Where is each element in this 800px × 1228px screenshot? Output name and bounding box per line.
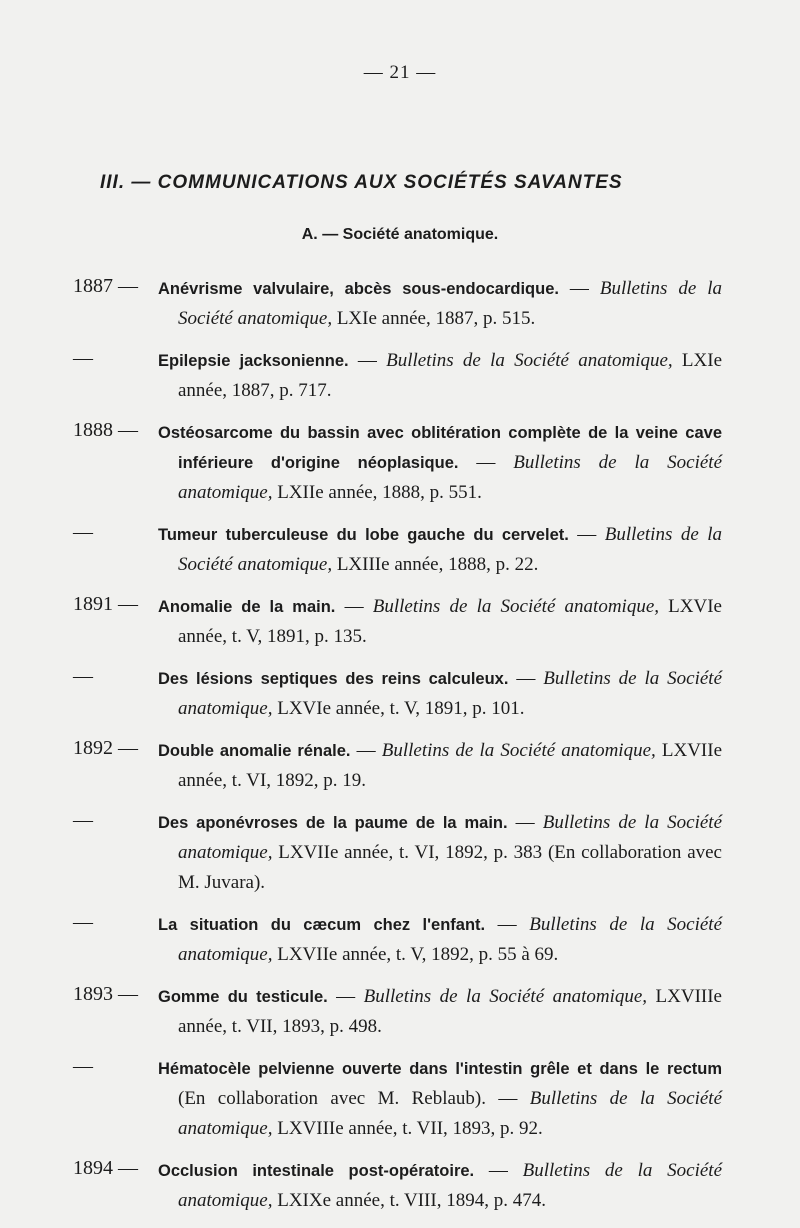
list-item <box>0 1156 800 1216</box>
entry-separator: — <box>458 452 514 473</box>
list-item <box>0 910 800 970</box>
entry-separator: — <box>507 812 543 833</box>
entry-reference: Bulletins de la Société anatomique, <box>386 350 673 371</box>
entry-title: Occlusion intestinale post-opératoire. <box>158 1162 475 1180</box>
entry-date: 1887 — <box>73 275 138 297</box>
entry-details: LXIIe année, 1888, p. 551. <box>272 482 482 503</box>
entry-details: LXIIIe année, 1888, p. 22. <box>332 554 539 575</box>
list-item <box>0 346 800 406</box>
entry-reference: Bulletins de la Société anatomique, <box>363 986 648 1007</box>
entry-details: LXVIe année, t. V, 1891, p. 101. <box>272 698 525 719</box>
entry-reference: Bulletins de la Société anatomique, <box>178 524 723 575</box>
entry-reference: Bulletins de la Société anatomique, <box>178 812 722 863</box>
entry-date: 1894 — <box>73 1157 138 1179</box>
entry-details: LXIe année, 1887, p. 717. <box>178 350 722 401</box>
list-item <box>0 520 800 580</box>
entry-date: — <box>73 665 93 687</box>
entry-details: LXVIe année, t. V, 1891, p. 135. <box>178 596 722 647</box>
list-item <box>0 808 800 898</box>
list-item <box>0 274 800 334</box>
entry-title: Des aponévroses de la paume de la main. <box>158 814 508 832</box>
entry-title: Anévrisme valvulaire, abcès sous-endocardique. <box>158 280 559 298</box>
entry-reference: Bulletins de la Société anatomique, <box>372 596 660 617</box>
entry-separator: — <box>558 278 600 299</box>
entry-date: 1893 — <box>73 983 138 1005</box>
list-item <box>0 736 800 796</box>
entry-details: LXIXe année, t. VIII, 1894, p. 474. <box>272 1190 546 1211</box>
entry-reference: Bulletins de la Société anatomique, <box>178 668 723 719</box>
entry-separator: — <box>327 986 364 1007</box>
entry-separator: — <box>568 524 605 545</box>
entry-date: — <box>73 911 93 933</box>
entry-reference: Bulletins de la Société anatomique, <box>381 740 656 761</box>
entry-date: 1888 — <box>73 419 138 441</box>
list-item <box>0 418 800 508</box>
entry-title: Ostéosarcome du bassin avec oblitération complète de la veine cave inférieure d'origine néoplasique. <box>158 424 722 472</box>
entry-details: LXVIIe année, t. VI, 1892, p. 383 (En collaboration avec M. Juvara). <box>178 842 722 893</box>
entry-reference: Bulletins de la Société anatomique, <box>178 1088 723 1139</box>
entry-details: LXIe année, 1887, p. 515. <box>332 308 536 329</box>
entry-title: Double anomalie rénale. <box>158 742 351 760</box>
entry-separator: — <box>335 596 373 617</box>
entry-title: La situation du cæcum chez l'enfant. <box>158 916 486 934</box>
list-item <box>0 592 800 652</box>
entry-separator: — <box>474 1160 523 1181</box>
entry-separator: (En collaboration avec M. Reblaub). — <box>178 1088 530 1109</box>
entry-title: Anomalie de la main. <box>158 598 336 616</box>
page-number: — 21 — <box>363 62 437 83</box>
entry-date: 1892 — <box>73 737 138 759</box>
entry-details: LXVIIIe année, t. VII, 1893, p. 92. <box>272 1118 543 1139</box>
entry-title: Hématocèle pelvienne ouverte dans l'intestin grêle et dans le rectum <box>158 1060 722 1078</box>
list-item <box>0 982 800 1042</box>
entry-details: LXVIIe année, t. V, 1892, p. 55 à 69. <box>272 944 559 965</box>
entry-date: — <box>73 809 93 831</box>
entry-title: Tumeur tuberculeuse du lobe gauche du cervelet. <box>158 526 569 544</box>
list-item <box>0 664 800 724</box>
entry-date: — <box>73 1055 93 1077</box>
entry-separator: — <box>485 914 530 935</box>
subsection-title: A. — Société anatomique. <box>301 226 499 243</box>
entry-title: Epilepsie jacksonienne. <box>158 352 349 370</box>
entry-reference: Bulletins de la Société anatomique, <box>178 452 722 503</box>
list-item <box>0 1054 800 1144</box>
entry-date: — <box>73 347 93 369</box>
entry-reference: Bulletins de la Société anatomique, <box>178 914 722 965</box>
entry-details: LXVIIe année, t. VI, 1892, p. 19. <box>178 740 723 791</box>
entry-list <box>0 274 800 1228</box>
entry-reference: Bulletins de la Société anatomique, <box>178 278 722 329</box>
entry-reference: Bulletins de la Société anatomique, <box>178 1160 723 1211</box>
entry-separator: — <box>508 668 544 689</box>
entry-title: Gomme du testicule. <box>158 988 328 1006</box>
entry-title: Des lésions septiques des reins calculeux. <box>158 670 509 688</box>
entry-separator: — <box>348 350 387 371</box>
entry-date: 1891 — <box>73 593 138 615</box>
entry-details: LXVIIIe année, t. VII, 1893, p. 498. <box>178 986 722 1037</box>
section-title: III. — COMMUNICATIONS AUX SOCIÉTÉS SAVANTES <box>100 172 623 193</box>
entry-date: — <box>73 521 93 543</box>
entry-separator: — <box>350 740 382 761</box>
